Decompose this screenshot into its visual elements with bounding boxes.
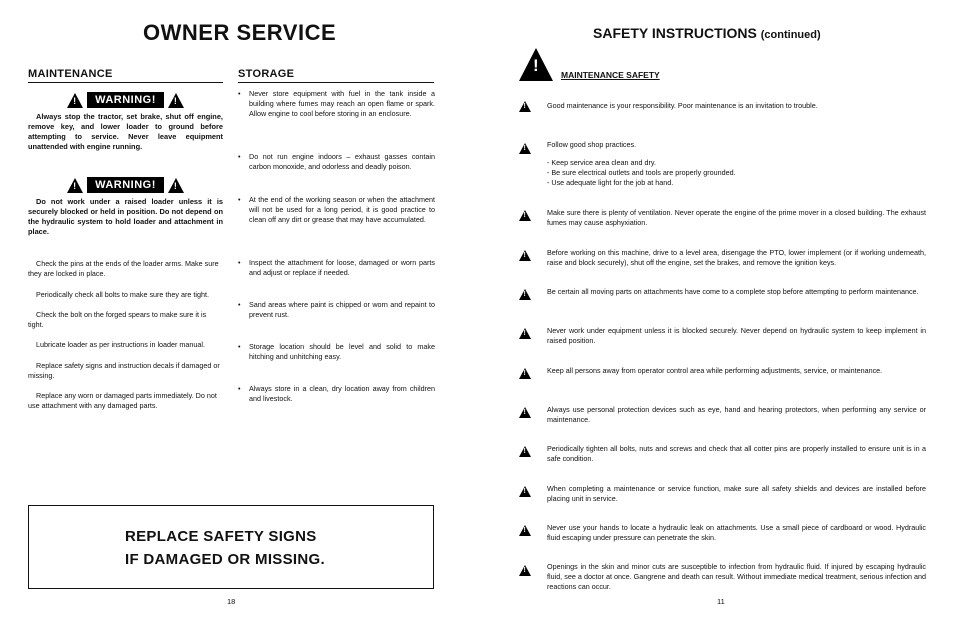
warning-triangle-icon [519,210,531,221]
warning-triangle-icon [519,407,531,418]
safety-title-suffix: (continued) [760,29,821,41]
maintenance-paragraph: Lubricate loader as per instructions in loader manual. [36,340,206,349]
warning-triangle-icon [519,368,531,379]
warning-triangle-icon [519,143,531,154]
replace-safety-signs-box [28,505,434,589]
storage-item: • Never store equipment with fuel in the tank inside a building where fumes may reach an open flame or spark. Allow engine to cool before storing in an enclosure. [238,89,435,119]
storage-item: • Inspect the attachment for loose, damaged or worn parts and adjust or replace if needed. [238,258,435,278]
warning-triangle-icon [519,328,531,339]
replace-line-1: REPLACE SAFETY SIGNS [125,528,317,545]
replace-line-2: IF DAMAGED OR MISSING. [125,551,325,568]
safety-item: Never work under equipment unless it is blocked securely. Never depend on hydraulic system to keep implement in raised position. [547,326,926,345]
storage-item: • Storage location should be level and solid to make hitching and unhitching easy. [238,342,435,362]
warning-text-2: Do not work under a raised loader unless it is securely blocked or held in position. Do not depend on the hydraulic system to hold loader and attachment in place. [28,197,223,236]
warning-triangle-icon [67,93,83,108]
shop-practice-item: - Use adequate light for the job at hand. [547,178,674,187]
warning-triangle-icon [519,486,531,497]
warning-triangle-icon [519,525,531,536]
safety-item: Openings in the skin and minor cuts are susceptible to infection from hydraulic fluid. If injured by escaping hydraulic fluid, see a doctor at once. Gangrene and death can result. Without immediate medical treatment, serious infection and reactions can occur. [547,562,926,591]
storage-heading: STORAGE [238,68,434,83]
safety-item: Make sure there is plenty of ventilation. Never operate the engine of the prime mover in a closed building. The exhaust fumes may cause asphyxiation. [547,208,926,227]
page-number-left: 18 [227,597,236,606]
safety-item: Keep all persons away from operator control area while performing adjustments, service, or maintenance. [547,366,883,375]
shop-practice-item: - Be sure electrical outlets and tools are properly grounded. [547,168,736,177]
warning-triangle-icon [519,250,531,261]
safety-instructions-title [593,25,821,41]
page-title: OWNER SERVICE [143,20,337,45]
warning-triangle-icon [519,101,531,112]
maintenance-paragraph: Replace any worn or damaged parts immediately. Do not use attachment with any damaged parts. [28,391,217,410]
warning-label: WARNING! [87,92,164,108]
warning-triangle-icon [168,93,184,108]
safety-item: Follow good shop practices. [547,140,637,149]
large-warning-triangle-icon [519,48,553,81]
shop-practice-item: - Keep service area clean and dry. [547,158,656,167]
storage-item: • Do not run engine indoors – exhaust gasses contain carbon monoxide, and odorless and deadly poison. [238,152,435,172]
storage-item: • Sand areas where paint is chipped or worn and repaint to prevent rust. [238,300,435,320]
storage-item: • Always store in a clean, dry location away from children and livestock. [238,384,435,404]
safety-title-text: SAFETY INSTRUCTIONS [593,25,757,41]
safety-item: Always use personal protection devices such as eye, hand and hearing protectors, when performing any service or maintenance. [547,405,926,424]
maintenance-paragraph: Check the bolt on the forged spears to make sure it is tight. [28,310,207,329]
warning-banner-2 [28,177,223,193]
safety-item: Be certain all moving parts on attachments have come to a complete stop before attempting to perform maintenance. [547,287,919,296]
safety-item: Before working on this machine, drive to a level area, disengage the PTO, lower implement (or if working underneath, raise and block securely), shut off the engine, set the brakes, and remove the ignition keys. [547,248,926,267]
warning-label: WARNING! [87,177,164,193]
maintenance-paragraph: Replace safety signs and instruction decals if damaged or missing. [28,361,220,380]
safety-item: Never use your hands to locate a hydraulic leak on attachments. Use a small piece of cardboard or wood. Hydraulic fluid escaping under pressure can penetrate the skin. [547,523,926,542]
warning-banner-1 [28,92,223,108]
warning-triangle-icon [519,289,531,300]
warning-triangle-icon [519,565,531,576]
storage-item: • At the end of the working season or when the attachment will not be used for a long period, it is good practice to clean off any dirt or grease that may have accumulated. [238,195,435,225]
maintenance-paragraph: Check the pins at the ends of the loader arms. Make sure they are locked in place. [28,259,219,278]
warning-text-1: Always stop the tractor, set brake, shut off engine, remove key, and lower loader to ground before attempting to service. Never leave equipment unattended with engine running. [28,112,223,151]
warning-triangle-icon [67,178,83,193]
page-number-right: 11 [717,597,725,606]
safety-item: When completing a maintenance or service function, make sure all safety shields and devices are installed before placing unit in service. [547,484,926,503]
maintenance-safety-heading: MAINTENANCE SAFETY [561,70,660,80]
warning-triangle-icon [519,446,531,457]
maintenance-heading: MAINTENANCE [28,68,223,83]
maintenance-paragraph: Periodically check all bolts to make sure they are tight. [36,290,209,299]
warning-triangle-icon [168,178,184,193]
safety-item: Periodically tighten all bolts, nuts and screws and check that all cotter pins are properly installed to ensure unit is in a safe condition. [547,444,926,463]
safety-item: Good maintenance is your responsibility. Poor maintenance is an invitation to trouble. [547,101,818,110]
